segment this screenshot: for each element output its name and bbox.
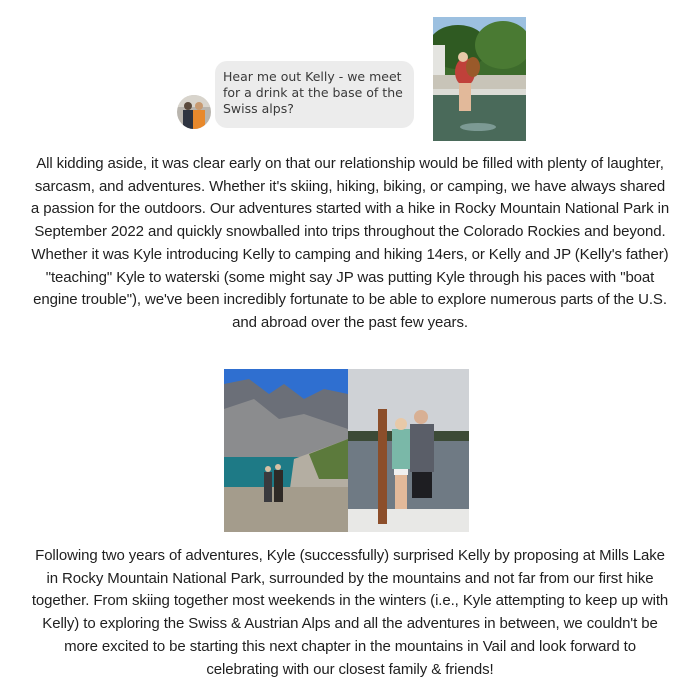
photo-dock-dog [433, 17, 526, 141]
photo-mountain-lake [224, 369, 348, 532]
avatar [177, 95, 211, 129]
photo-waterski-boat [348, 369, 469, 532]
chat-message-bubble [215, 61, 414, 128]
story-paragraph-2: Following two years of adventures, Kyle (successfully) surprised Kelly by proposing at Mills Lake in Rocky Mountain National Park, surrounded by the mountains and not far from our first hike together. From skiing together most weekends in the winters (i.e., Kyle attempting to keep up with Kelly) to exploring the Swiss & Austrian Alps and all the adventures in between, we couldn't be more excited to be starting this next chapter in the mountains in Vail and look forward to celebrating with our closest family & friends! [31, 547, 669, 678]
chat-message-text: Hear me out Kelly - we meet for a drink at the base of the Swiss alps? [223, 69, 403, 116]
story-paragraph-1: All kidding aside, it was clear early on that our relationship would be filled with plenty of laughter, sarcasm, and adventures. Whether it's skiing, hiking, biking, or camping, we have always shared a passion for the outdoors. Our adventures started with a hike in Rocky Mountain National Park in September 2022 and quickly snowballed into trips throughout the Colorado Rockies and beyond. Whether it was Kyle introducing Kelly to camping and hiking 14ers, or Kelly and JP (Kelly's father) "teaching" Kyle to waterski (some might say JP was putting Kyle through his paces with "boat engine trouble"), we've been incredibly fortunate to be able to explore numerous parts of the U.S. and abroad over the past few years. [30, 155, 670, 331]
